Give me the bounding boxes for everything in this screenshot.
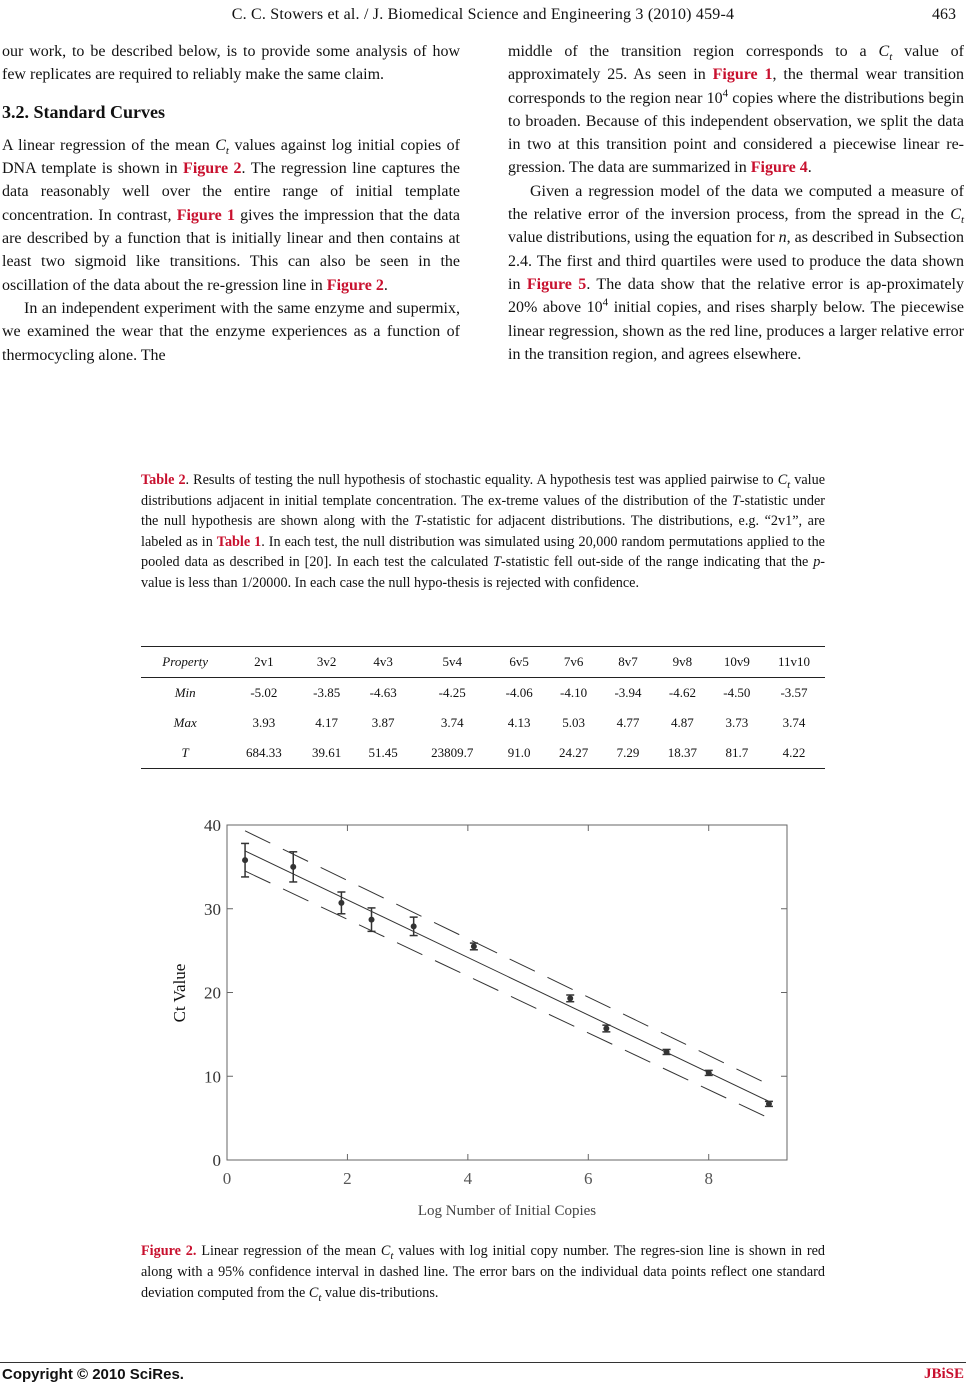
- table-cell: 81.7: [725, 745, 749, 760]
- table-cell: 91.0: [507, 745, 531, 760]
- table-header-cell: 9v8: [672, 654, 693, 669]
- point-marker: [369, 917, 375, 923]
- table-cell: 4.87: [671, 715, 694, 730]
- x-tick-label: 6: [584, 1169, 593, 1188]
- point-marker: [766, 1101, 772, 1107]
- table-link[interactable]: Table 1: [216, 533, 262, 550]
- table-cell: Max: [173, 715, 197, 730]
- table-cell: T: [181, 745, 189, 760]
- point-marker: [290, 864, 296, 870]
- table-cell: -4.10: [560, 685, 588, 700]
- table-row: [141, 738, 825, 769]
- x-tick-label: 8: [704, 1169, 713, 1188]
- y-tick-label: 30: [204, 899, 221, 919]
- table-cell: 39.61: [312, 745, 342, 760]
- confidence-band-upper: [245, 831, 769, 1085]
- x-tick-label: 2: [343, 1169, 352, 1188]
- table-cell: -4.25: [438, 685, 466, 700]
- point-marker: [664, 1049, 670, 1055]
- y-tick-label: 0: [212, 1151, 221, 1170]
- point-marker: [471, 943, 477, 949]
- table-header-cell: 6v5: [509, 654, 529, 669]
- table-cell: Min: [174, 685, 196, 700]
- paragraph: In an independent experiment with the same enzyme and supermix, we examined the wear that the enzyme experiences as a function of thermocycling alone. The: [2, 299, 460, 364]
- copyright-notice: Copyright © 2010 SciRes.: [2, 1366, 184, 1383]
- section-heading: 3.2. Standard Curves: [2, 101, 166, 122]
- table-cell: 4.77: [616, 715, 640, 730]
- figure-label: Figure 2.: [141, 1243, 197, 1259]
- y-tick-label: 40: [204, 816, 221, 835]
- table-cell: -4.63: [369, 685, 397, 700]
- confidence-band-lower: [245, 871, 769, 1118]
- x-tick-label: 4: [463, 1169, 473, 1188]
- table-cell: -4.50: [723, 685, 751, 700]
- point-marker: [706, 1070, 712, 1076]
- page-number: 463: [932, 6, 956, 23]
- table-cell: 3.87: [371, 715, 395, 730]
- x-tick-label: 0: [222, 1169, 232, 1188]
- y-tick-label: 20: [204, 983, 221, 1003]
- table-header-cell: 10v9: [723, 654, 750, 669]
- figure-caption: Figure 2. Linear regression of the mean $C_t$ values with log initial copy number. The regres-sion line is shown in red along with a 95% confidence interval in dashed line. The error bars on the individual data points reflect one standard deviation computed from the $C_t$ value dis-tributions.: [141, 1243, 825, 1304]
- left-column: [2, 40, 460, 367]
- paragraph: Given a regression model of the data we computed a measure of the relative error of the inversion process, from the spread in the $C_t$ value distributions, using the equation for n, as described in Subsection 2.4. The first and third quartiles were used to produce the data shown in Figure 5. The data show that the relative error is ap-proximately 20% above $10^4$ initial copies, and rises sharply below. The piecewise linear regression, shown as the red line, produces a larger relative error in the transition region, and agrees elsewhere.: [508, 182, 965, 363]
- table-caption: Table 2. Results of testing the null hypothesis of stochastic equality. A hypothesis test was applied pairwise to $C_t$ value distributions adjacent in initial template concentration. The ex-treme values of the distribution of the T-statistic under the null hypothesis are shown along with the T-statistic for adjacent distributions. The distributions, e.g. “2v1”, are labeled as in Table 1. In each test, the null distribution was simulated using 20,000 random permutations applied to the pooled data as described in [20]. In each test the calculated T-statistic fell out-side of the range indicating that the p-value is less than 1/20000. In each case the null hypo-thesis is rejected with confidence.: [141, 472, 826, 591]
- table-cell: 3.74: [782, 715, 806, 730]
- figure-link[interactable]: Figure 1: [176, 206, 235, 224]
- point-marker: [411, 923, 417, 929]
- table-header-cell: 3v2: [316, 654, 337, 669]
- regression-chart: [160, 815, 810, 1230]
- table-cell: -3.85: [313, 685, 341, 700]
- table-cell: 4.22: [782, 745, 806, 760]
- table-header-cell: 4v3: [373, 654, 393, 669]
- point-marker: [338, 900, 344, 906]
- right-column: [508, 40, 964, 366]
- point-marker: [242, 857, 248, 863]
- y-tick-label: 10: [204, 1067, 221, 1087]
- figure-link[interactable]: Figure 1: [712, 66, 773, 84]
- table-header-cell: Property: [162, 654, 209, 669]
- point-marker: [567, 995, 573, 1001]
- table-cell: 51.45: [368, 745, 398, 760]
- figure-2: [160, 815, 810, 1230]
- running-header: [0, 6, 966, 24]
- table-cell: -3.94: [614, 685, 642, 700]
- journal-abbreviation: JBiSE: [923, 1366, 964, 1382]
- figure-link[interactable]: Figure 2: [326, 276, 384, 294]
- table-cell: 7.29: [616, 745, 640, 760]
- table-cell: 18.37: [667, 745, 698, 760]
- data-point: [368, 908, 376, 931]
- table-cell: 24.27: [558, 745, 589, 760]
- regression-line: [245, 851, 769, 1101]
- paragraph: our work, to be described below, is to provide some analysis of how few replicates are required to reliably make the same claim.: [2, 43, 460, 84]
- data-point: [470, 943, 478, 950]
- data-point: [765, 1101, 773, 1107]
- x-axis-label: Log Number of Initial Copies: [417, 1203, 597, 1219]
- table-cell: 5.03: [562, 715, 585, 730]
- running-title: C. C. Stowers et al. / J. Biomedical Science and Engineering 3 (2010) 459-4: [231, 6, 735, 23]
- data-point: [602, 1025, 610, 1032]
- table-row: [141, 708, 825, 738]
- table-cell: 3.93: [252, 715, 276, 730]
- data-point: [705, 1070, 713, 1076]
- data-point: [289, 852, 297, 882]
- table-cell: 3.73: [725, 715, 749, 730]
- table-header-cell: 7v6: [563, 654, 584, 669]
- table-cell: 23809.7: [431, 745, 474, 760]
- y-axis-label: Ct Value: [170, 963, 189, 1023]
- table-cell: -4.62: [668, 685, 696, 700]
- table-cell: -4.06: [505, 685, 533, 700]
- table-row: [141, 678, 825, 709]
- results-table: [141, 646, 825, 769]
- data-point: [566, 995, 574, 1002]
- table-cell: 3.74: [440, 715, 464, 730]
- plot-frame: [227, 825, 787, 1160]
- table-header-cell: 5v4: [442, 654, 462, 669]
- point-marker: [603, 1026, 609, 1032]
- table-header-cell: 2v1: [254, 654, 274, 669]
- table-cell: 684.33: [246, 745, 282, 760]
- figure-link[interactable]: Figure 2: [183, 160, 242, 178]
- paragraph: A linear regression of the mean $C_t$ values against log initial copies of DNA template is shown in Figure 2. The regression line captures the data reasonably well over the entire range of initial template concentration. In contrast, Figure 1 gives the impression that the data are described by a function that is initially linear and then contains at least two sigmoid like transitions. This can also be seen in the oscillation of the data about the re-gression line in Figure 2.: [2, 136, 461, 294]
- table-cell: 4.13: [507, 715, 531, 730]
- footer-divider: [0, 1362, 966, 1363]
- figure-link[interactable]: Figure 4: [750, 159, 808, 177]
- data-point: [663, 1049, 671, 1055]
- paragraph: middle of the transition region corresponds to a $C_t$ value of approximately 25. As seen in Figure 1, the thermal wear transition corresponds to the region near $10^4$ copies where the distributions begin to broaden. Because of this independent observation, we split the data in two at this transition point and considered a piecewise linear re-gression. The data are summarized in Figure 4.: [508, 43, 965, 177]
- table-cell: -3.57: [780, 685, 808, 700]
- table-cell: 4.17: [315, 715, 339, 730]
- table-label: Table 2: [141, 472, 186, 488]
- table-cell: -5.02: [250, 685, 278, 700]
- figure-link[interactable]: Figure 5: [526, 275, 587, 293]
- table-header-row: [141, 647, 825, 678]
- table-header-cell: 11v10: [777, 654, 811, 669]
- table-header-cell: 8v7: [618, 654, 638, 669]
